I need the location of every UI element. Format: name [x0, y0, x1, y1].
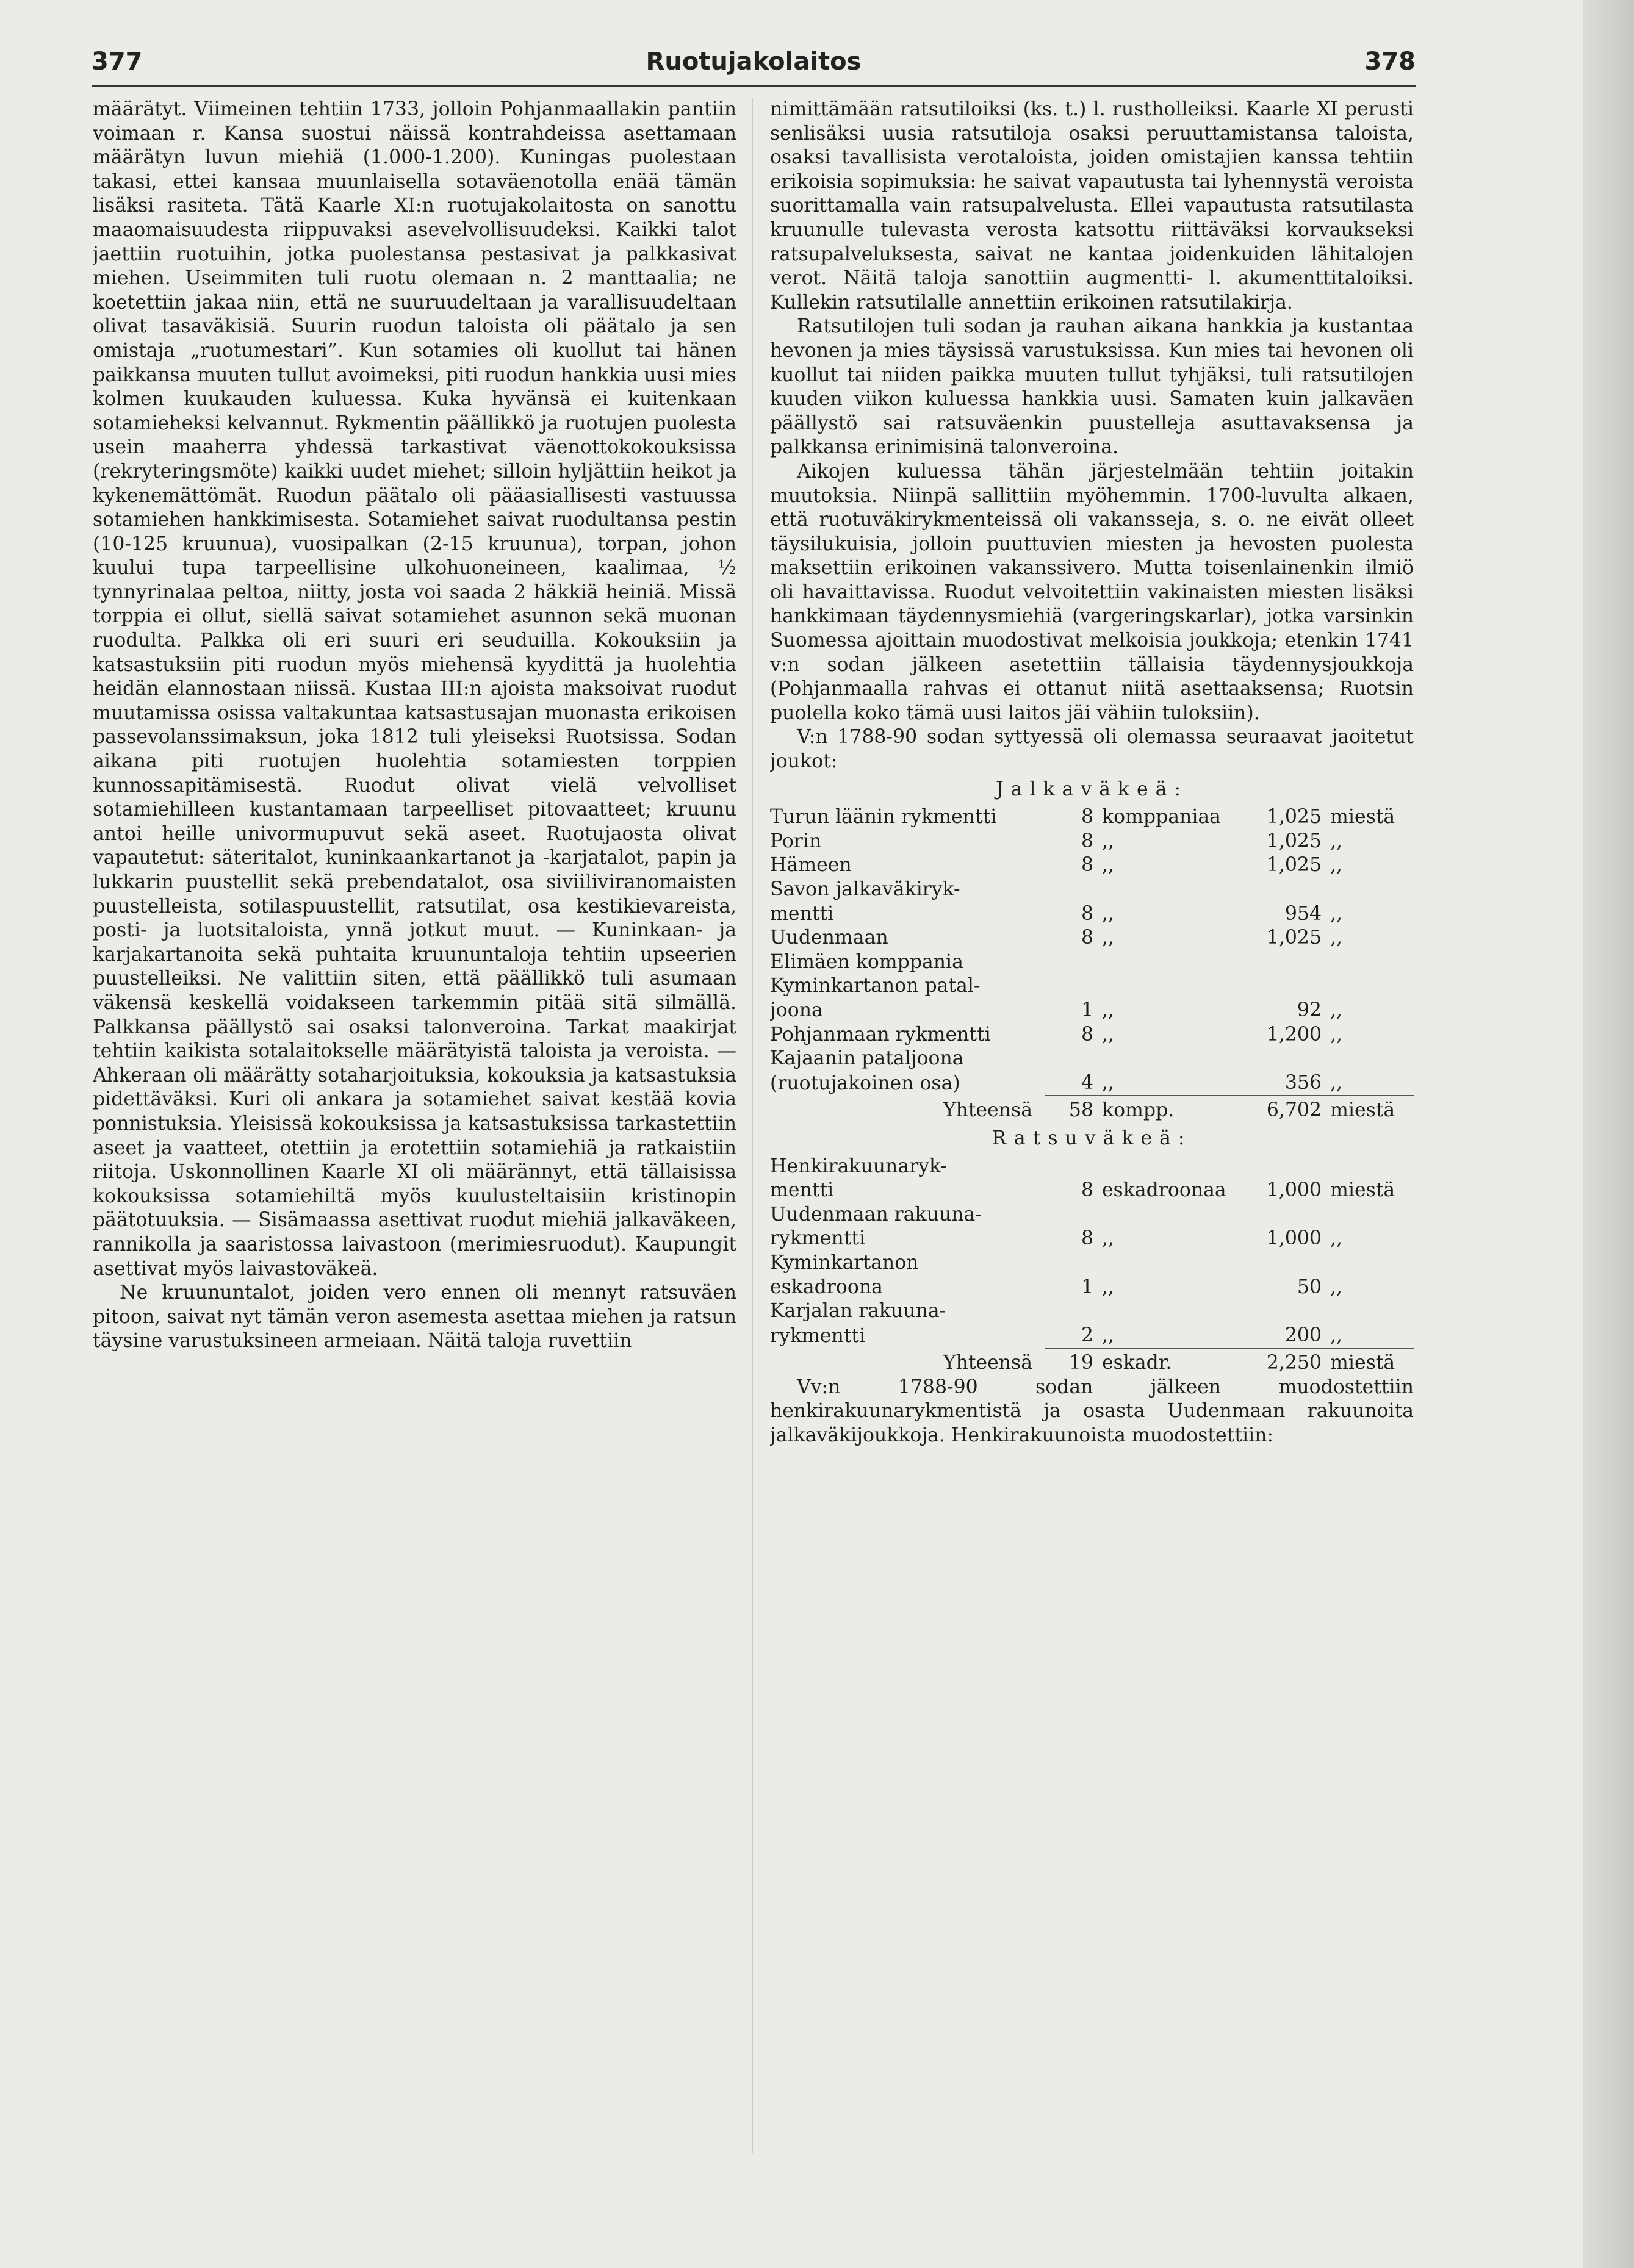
- total-unit: eskadr.: [1102, 1348, 1230, 1376]
- men-label: ,,: [1330, 902, 1343, 925]
- men-label: ,,: [1330, 1276, 1343, 1298]
- men-count: 1,025: [1266, 854, 1322, 877]
- right-paragraph-4: V:n 1788-90 sodan syttyessä oli olemassa seuraavat jaoitetut joukot:: [770, 726, 1414, 773]
- unit-count: [1045, 1203, 1102, 1227]
- table-row: [770, 999, 1414, 1023]
- total-men-label: miestä: [1330, 1096, 1414, 1123]
- unit-count: [1045, 878, 1102, 902]
- men-count: [1230, 1047, 1330, 1071]
- table-row: [770, 1155, 1414, 1179]
- unit-type: [1102, 1299, 1230, 1324]
- unit-type: [1102, 1047, 1230, 1071]
- unit-count: [1045, 1155, 1102, 1179]
- unit-name: mentti: [770, 1179, 834, 1202]
- men-label: [1330, 1047, 1414, 1071]
- men-count: 1,200: [1266, 1023, 1322, 1046]
- table-row: [770, 1299, 1414, 1324]
- table-row: [770, 1203, 1414, 1227]
- unit-count: 1: [1081, 1276, 1093, 1298]
- unit-name: Karjalan rakuuna-: [770, 1300, 946, 1322]
- men-count: [1230, 950, 1330, 975]
- table-row: [770, 1179, 1414, 1203]
- unit-type: ,,: [1102, 1227, 1115, 1250]
- unit-type: [1102, 1155, 1230, 1179]
- unit-name: rykmentti: [770, 1324, 866, 1347]
- men-count: 1,025: [1266, 806, 1322, 828]
- header-rule: [92, 85, 1416, 87]
- unit-type: [1102, 878, 1230, 902]
- unit-name: Porin: [770, 830, 822, 852]
- unit-count: [1045, 974, 1102, 999]
- unit-count: [1045, 1251, 1102, 1276]
- unit-count: 8: [1081, 902, 1093, 925]
- infantry-heading: Jalkaväkeä:: [995, 778, 1189, 800]
- table-row: [770, 902, 1414, 927]
- unit-name: Uudenmaan rakuuna-: [770, 1203, 982, 1226]
- table-row: [770, 853, 1414, 878]
- unit-count: 4: [1081, 1071, 1093, 1094]
- men-count: 1,025: [1266, 927, 1322, 949]
- table-row: [770, 926, 1414, 950]
- unit-name: Henkirakuunaryk-: [770, 1155, 948, 1177]
- table-row: [770, 1047, 1414, 1071]
- left-paragraph-2: Ne kruununtalot, joiden vero ennen oli mennyt ratsuväen pitoon, saivat nyt tämän veron asemesta asettaa miehen ja ratsun täysine varustuksineen armeiaan. Näitä taloja ruvettiin: [93, 1282, 736, 1352]
- unit-count: [1045, 950, 1102, 975]
- men-count: 200: [1284, 1324, 1322, 1346]
- unit-name: Kyminkartanon patal-: [770, 975, 981, 997]
- right-paragraph-3: Aikojen kuluessa tähän järjestelmään tehtiin joitakin muutoksia. Niinpä sallittiin myöhemmin. 1700-luvulta alkaen, että ruotuväkirykmenteissä oli vakansseja, s. o. ne eivät olleet täysilukuisia, jolloin puuttuvien miesten ja hevosten puolesta maksettiin erikoinen vakanssivero. Mutta toisenlainenkin ilmiö oli havaittavissa. Ruodut velvoitettiin vakinaisten miesten lisäksi hankkimaan täydennysmiehiä (vargeringskarlar), jotka varsinkin Suomessa ajoittain muodostivat melkoisia joukkoja; etenkin 1741 v:n sodan jälkeen asetettiin tällaisia täydennysjoukkoja (Pohjanmaalla rahvas ei ottanut niitä asettaaksensa; Ruotsin puolella koko tämä uusi laitos jäi vähiin tuloksiin).: [770, 460, 1414, 724]
- unit-count: 8: [1081, 1227, 1093, 1250]
- men-count: [1230, 1299, 1330, 1324]
- unit-type: [1102, 974, 1230, 999]
- unit-type: [1102, 1251, 1230, 1276]
- unit-name: mentti: [770, 902, 834, 925]
- unit-type: ,,: [1102, 999, 1115, 1021]
- men-count: 356: [1284, 1071, 1322, 1094]
- left-paragraph-1: määrätyt. Viimeinen tehtiin 1733, jolloin Pohjanmaallakin pantiin voimaan r. Kansa suostui näissä kontrahdeissa asettamaan määrätyn luvun miehiä (1.000-1.200). Kuningas puolestaan takasi, ettei kansaa muunlaisella sotaväenotolla enää tämän lisäksi rasiteta. Tätä Kaarle XI:n ruotujakolaitosta on sanottu maaomaisuudesta riippuvaksi asevelvollisuudeksi. Kaikki talot jaettiin ruotuihin, jotka puolestansa pestasivat ja palkkasivat miehen. Useimmiten tuli ruotu olemaan n. 2 manttaalia; ne koetettiin jakaa niin, että ne suuruudeltaan ja varallisuudeltaan olivat tasaväkisiä. Suurin ruodun taloista oli päätalo ja sen omistaja „ruotumestari”. Kun sotamies oli kuollut tai hänen paikkansa muuten tullut avoimeksi, piti ruodun hankkia uusi mies kolmen kuukauden kuluessa. Kuka hyvänsä ei kuitenkaan sotamieheksi kelvannut. Rykmentin päällikkö ja ruotujen puolesta usein maaherra yhdessä tarkastivat väenottokokouksissa (rekryteringsmöte) kaikki uudet miehet; silloin hyljättiin heikot ja kykenemättömät. Ruodun päätalo oli pääasiallisesti vastuussa sotamiehen hankkimisesta. Sotamiehet saivat ruodultansa pestin (10-125 kruunua), vuosipalkan (2-15 kruunua), torpan, johon kuului tupa tarpeellisine ulkohuoneineen, kaalimaa, ½ tynnyrinalaa peltoa, niitty, josta voi saada 2 häkkiä heiniä. Missä torppia ei ollut, siellä saivat sotamiehet asunnon sekä muonan ruodulta. Palkka oli eri suuri eri seuduilla. Kokouksiin ja katsastuksiin piti ruodun myös miehensä kyydittä ja huolehtia heidän elannostaan niissä. Kustaa III:n ajoista maksoivat ruodut muutamissa osissa valtakuntaa katsastusajan muonasta erikoisen passevolanssimaksun, joka 1812 tuli yleiseksi Ruotsissa. Sodan aikana piti ruotujen huolehtia sotamiesten torppien kunnossapitämisestä. Ruodut olivat vielä velvolliset sotamiehilleen kustantamaan tarpeelliset pitovaatteet; kruunu antoi heille univormupuvut sekä aseet. Ruotujaosta olivat vapautetut: säteritalot, kuninkaankartanot ja -karjatalot, papin ja lukkarin puustellit sekä prebendatalot, osa siviiliviranomaisten puustelleista, sotilaspuustellit, ratsutilat, osa kestikievareista, posti- ja luotsitaloista, ynnä jotkut muut. — Kuninkaan- ja karjakartanoita sekä puhtaita kruununtaloja tehtiin upseerien puustelleiksi. Ne valittiin siten, että päällikkö tuli asumaan väkensä keskellä voidakseen tarkemmin pitää sitä silmällä. Palkkansa päällystö sai osaksi talonveroina. Tarkat maakirjat tehtiin kaikista sotalaitokselle määrätyistä taloista ja veroista. — Ahkeraan oli määrätty sotaharjoituksia, kokouksia ja katsastuksia pidettäväksi. Kuri oli ankara ja sotamiehet saivat kestää kovia ponnistuksia. Yleisissä kokouksissa ja katsastuksissa tarkastettiin aseet ja vaatteet, otettiin ja erotettiin sotamiehiä ja ratkaistiin riitoja. Uskonnollinen Kaarle XI oli määrännyt, että tällaisissa kokouksissa sotamiehiltä myös kuulusteltaisiin kristinopin päätotuuksia. — Sisämaassa asettivat ruodut miehiä jalkaväkeen, rannikolla ja saaristossa laivastoon (merimiesruodut). Kaupungit asettivat myös laivastoväkeä.: [93, 98, 736, 1280]
- cavalry-heading: Ratsuväkeä:: [992, 1127, 1192, 1149]
- men-count: [1230, 974, 1330, 999]
- men-count: 954: [1284, 902, 1322, 925]
- men-count: 50: [1297, 1276, 1322, 1298]
- unit-type: ,,: [1102, 1071, 1115, 1094]
- right-paragraph-2: Ratsutilojen tuli sodan ja rauhan aikana hankkia ja kustantaa hevonen ja mies täysissä varustuksissa. Kun mies tai hevonen oli kuollut tai niiden paikka muuten tullut tyhjäksi, tuli ratsutilojen kuuden viikon kuluessa hankkia uusi. Samaten kuin jalkaväen päällystö sai ratsuväenkin puustelleja asuttavaksensa ja palkkansa erinimisinä talonveroina.: [770, 315, 1414, 459]
- right-paragraph-1: nimittämään ratsutiloiksi (ks. t.) l. rustholleiksi. Kaarle XI perusti senlisäksi uusia ratsutiloja osaksi peruuttamistansa taloista, osaksi tavallisista verotaloista, joiden omistajien kanssa tehtiin erikoisia sopimuksia: he saivat vapautusta tai lyhennystä veroista suorittamalla vain ratsupalvelusta. Ellei vapautusta ratsutilasta kruunulle tulevasta verosta katsottu riittäväksi korvaukseksi ratsupalveluksesta, saivat ne kantaa joidenkuiden lähitalojen verot. Näitä taloja sanottiin augmentti- l. akumenttitaloiksi. Kullekin ratsutilalle annettiin erikoinen ratsutilakirja.: [770, 98, 1414, 314]
- unit-count: [1045, 1047, 1102, 1071]
- table-row: [770, 1276, 1414, 1300]
- unit-count: 8: [1081, 830, 1093, 852]
- unit-count: [1045, 1299, 1102, 1324]
- men-label: ,,: [1330, 999, 1343, 1021]
- unit-name: Pohjanmaan rykmentti: [770, 1023, 991, 1046]
- unit-name: Turun läänin rykmentti: [770, 806, 997, 828]
- total-men: 2,250: [1230, 1348, 1330, 1376]
- right-closing-paragraph: Vv:n 1788-90 sodan jälkeen muodostettiin henkirakuunarykmentistä ja osasta Uudenmaan rakuunoita jalkaväkijoukkoja. Henkirakuunoista muodostettiin:: [770, 1376, 1414, 1447]
- unit-count: 1: [1081, 999, 1093, 1021]
- total-row: [770, 1348, 1414, 1376]
- men-count: 1,000: [1266, 1179, 1322, 1202]
- table-row: [770, 1251, 1414, 1276]
- table-row: [770, 1023, 1414, 1047]
- page-edge: [1583, 0, 1634, 2268]
- total-unit: kompp.: [1102, 1096, 1230, 1123]
- men-count: 1,000: [1266, 1227, 1322, 1250]
- total-row: [770, 1096, 1414, 1123]
- total-men: 6,702: [1230, 1096, 1330, 1123]
- total-count: 58: [1045, 1096, 1102, 1123]
- total-label: Yhteensä: [943, 1099, 1032, 1122]
- table-row: [770, 1227, 1414, 1251]
- unit-type: ,,: [1102, 1023, 1115, 1046]
- running-header: [92, 48, 1416, 90]
- men-label: miestä: [1330, 1179, 1395, 1202]
- unit-type: [1102, 1203, 1230, 1227]
- men-label: ,,: [1330, 1071, 1343, 1094]
- unit-name: Kajaanin pataljoona: [770, 1047, 964, 1070]
- cavalry-table: [770, 1155, 1414, 1376]
- table-row: [770, 805, 1414, 830]
- unit-count: 8: [1081, 1179, 1093, 1202]
- unit-type: ,,: [1102, 1324, 1115, 1346]
- total-count: 19: [1045, 1348, 1102, 1376]
- men-label: [1330, 1203, 1414, 1227]
- men-count: [1230, 1203, 1330, 1227]
- infantry-table: [770, 805, 1414, 1123]
- unit-type: ,,: [1102, 902, 1115, 925]
- men-count: [1230, 1251, 1330, 1276]
- men-count: [1230, 878, 1330, 902]
- unit-name: Uudenmaan: [770, 927, 888, 949]
- men-label: ,,: [1330, 1227, 1343, 1250]
- left-column: [93, 98, 736, 2159]
- men-label: ,,: [1330, 830, 1343, 852]
- men-label: [1330, 950, 1414, 975]
- unit-type: komppaniaa: [1102, 806, 1221, 828]
- men-count: [1230, 1155, 1330, 1179]
- unit-type: ,,: [1102, 927, 1115, 949]
- men-label: [1330, 1155, 1414, 1179]
- men-label: [1330, 1299, 1414, 1324]
- page-title: Ruotujakolaitos: [646, 48, 862, 76]
- men-count: 92: [1297, 999, 1322, 1021]
- table-row: [770, 1071, 1414, 1096]
- unit-type: [1102, 950, 1230, 975]
- unit-name: (ruotujakoinen osa): [770, 1072, 960, 1094]
- table-row: [770, 1324, 1414, 1349]
- right-column: [770, 98, 1414, 2159]
- table-row: [770, 878, 1414, 902]
- unit-count: 2: [1081, 1324, 1093, 1346]
- table-row: [770, 974, 1414, 999]
- men-count: 1,025: [1266, 830, 1322, 852]
- table-row: [770, 830, 1414, 854]
- unit-name: Hämeen: [770, 854, 852, 877]
- unit-name: joona: [770, 999, 823, 1021]
- unit-count: 8: [1081, 927, 1093, 949]
- men-label: ,,: [1330, 854, 1343, 877]
- total-men-label: miestä: [1330, 1348, 1414, 1376]
- men-label: ,,: [1330, 927, 1343, 949]
- page-number-left: 377: [92, 48, 143, 76]
- unit-count: 8: [1081, 806, 1093, 828]
- unit-type: ,,: [1102, 854, 1115, 877]
- page-number-right: 378: [1364, 48, 1416, 76]
- column-divider: [752, 98, 753, 2153]
- men-label: miestä: [1330, 806, 1395, 828]
- unit-count: 8: [1081, 1023, 1093, 1046]
- table-row: [770, 950, 1414, 975]
- men-label: ,,: [1330, 1324, 1343, 1346]
- men-label: ,,: [1330, 1023, 1343, 1046]
- unit-type: ,,: [1102, 830, 1115, 852]
- unit-name: eskadroona: [770, 1276, 883, 1298]
- men-label: [1330, 1251, 1414, 1276]
- unit-name: rykmentti: [770, 1227, 866, 1250]
- men-label: [1330, 974, 1414, 999]
- men-label: [1330, 878, 1414, 902]
- unit-type: ,,: [1102, 1276, 1115, 1298]
- unit-type: eskadroonaa: [1102, 1179, 1226, 1202]
- unit-count: 8: [1081, 854, 1093, 877]
- unit-name: Savon jalkaväkiryk-: [770, 878, 960, 900]
- unit-name: Kyminkartanon: [770, 1251, 919, 1274]
- total-label: Yhteensä: [943, 1352, 1032, 1374]
- unit-name: Elimäen komppania: [770, 950, 963, 973]
